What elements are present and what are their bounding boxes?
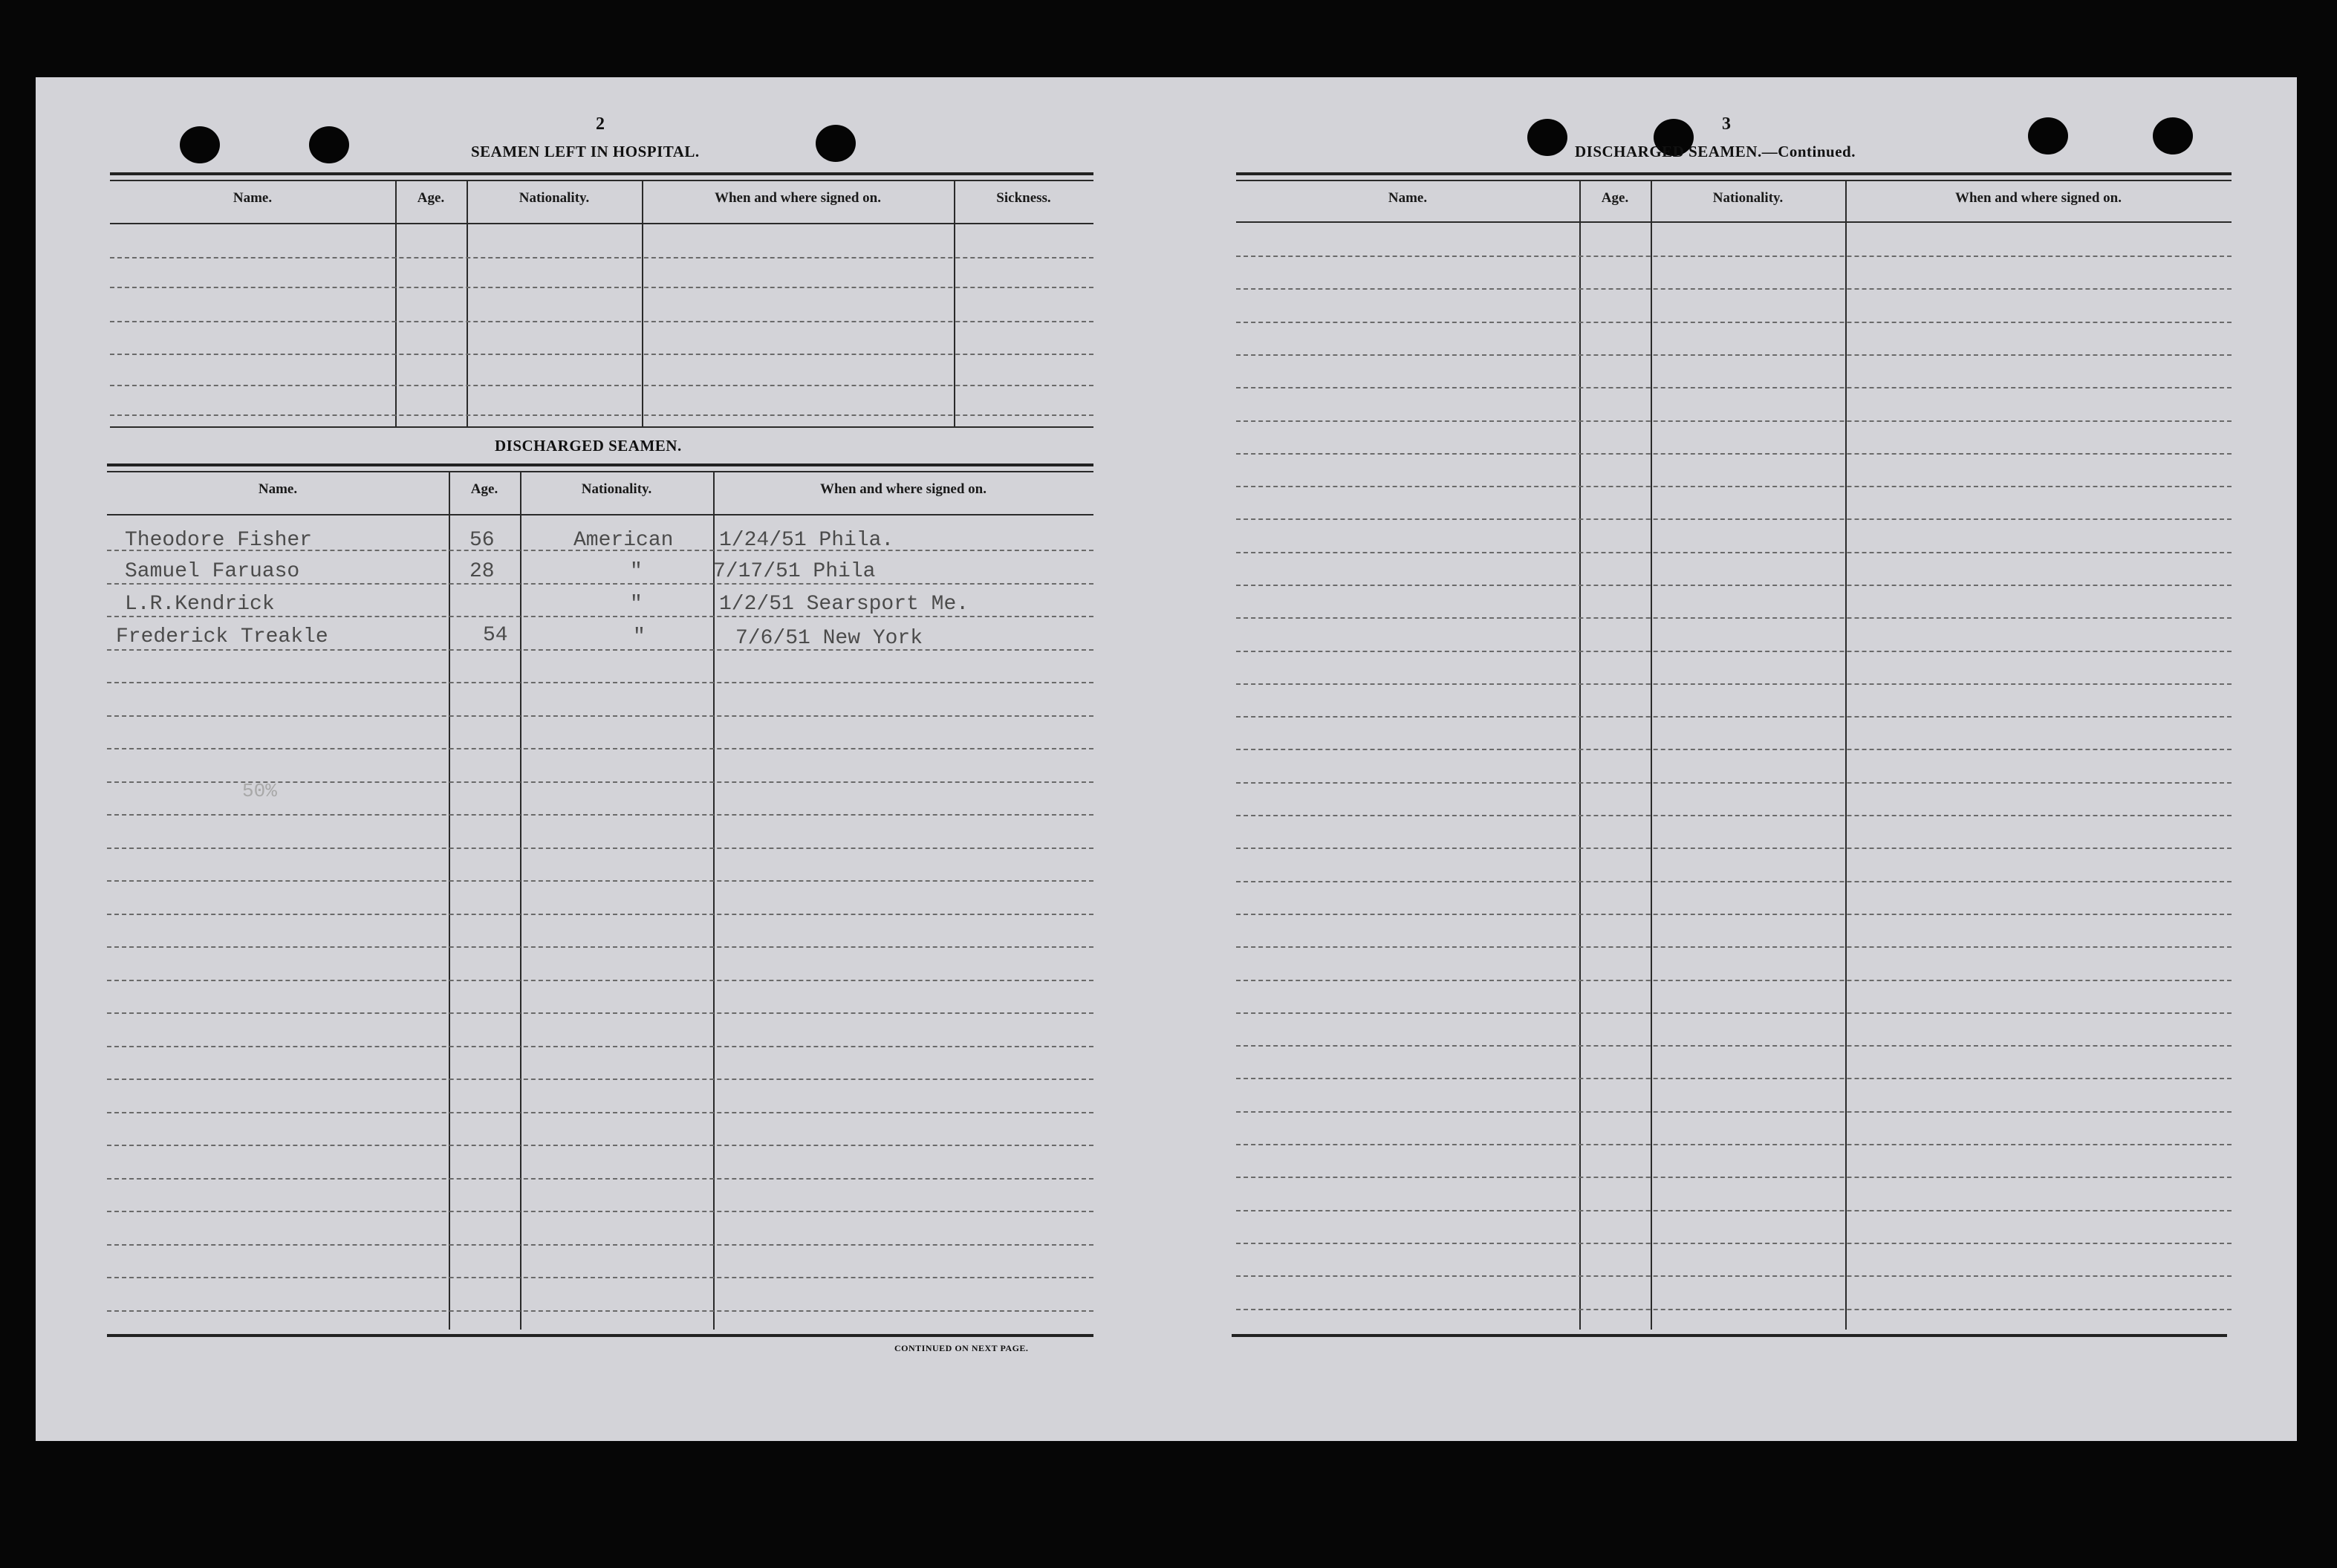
rule — [107, 463, 1093, 466]
hospital-col-signed-on: When and where signed on. — [714, 190, 881, 206]
row-line — [1236, 1045, 2232, 1047]
punch-hole — [2153, 117, 2193, 154]
seaman-signed-on: 7/6/51 New York — [735, 627, 923, 650]
discharged-section-title: DISCHARGED SEAMEN. — [495, 437, 682, 455]
seaman-age: 56 — [469, 529, 495, 552]
continued-section-title: DISCHARGED SEAMEN.—Continued. — [1575, 143, 1856, 160]
row-line — [107, 583, 1093, 585]
column-divider — [1845, 180, 1847, 1330]
row-line — [1236, 1111, 2232, 1113]
row-line — [110, 354, 1093, 355]
rule — [107, 1334, 1093, 1337]
row-line — [1236, 322, 2232, 323]
row-line — [1236, 518, 2232, 520]
seaman-signed-on: 7/17/51 Phila — [713, 560, 876, 583]
column-divider — [1651, 180, 1652, 1330]
row-line — [1236, 420, 2232, 422]
row-line — [1236, 980, 2232, 981]
row-line — [1236, 288, 2232, 290]
row-line — [107, 616, 1093, 617]
hospital-col-name: Name. — [233, 190, 273, 206]
row-line — [1236, 552, 2232, 553]
row-line — [110, 385, 1093, 386]
row-line — [1236, 354, 2232, 356]
row-line — [1236, 256, 2232, 257]
margin-mark: 50% — [242, 780, 277, 802]
column-divider — [713, 471, 715, 1330]
continued-col-signed-on: When and where signed on. — [1954, 190, 2122, 206]
seaman-nationality: American — [573, 529, 674, 552]
seaman-name: Frederick Treakle — [116, 625, 328, 648]
row-line — [1236, 782, 2232, 784]
row-line — [1236, 617, 2232, 619]
column-divider — [642, 180, 643, 426]
row-line — [1236, 749, 2232, 750]
hospital-section-title: SEAMEN LEFT IN HOSPITAL. — [471, 143, 700, 160]
row-line — [1236, 1078, 2232, 1079]
row-line — [1236, 651, 2232, 652]
row-line — [107, 748, 1093, 749]
row-line — [1236, 1309, 2232, 1310]
seaman-name: Theodore Fisher — [125, 529, 313, 552]
row-line — [1236, 486, 2232, 487]
row-line — [107, 946, 1093, 948]
page-number: 3 — [1722, 114, 1731, 134]
row-line — [1236, 1243, 2232, 1244]
row-line — [110, 414, 1093, 416]
rule — [110, 223, 1093, 224]
rule — [110, 180, 1093, 181]
rule — [110, 426, 1093, 428]
row-line — [107, 649, 1093, 651]
discharged-col-name: Name. — [258, 481, 298, 497]
row-line — [107, 1079, 1093, 1080]
seaman-nationality: " — [630, 593, 643, 616]
row-line — [1236, 683, 2232, 685]
row-line — [1236, 1210, 2232, 1211]
rule — [107, 514, 1093, 515]
row-line — [107, 1012, 1093, 1014]
row-line — [1236, 453, 2232, 455]
continued-footer: CONTINUED ON NEXT PAGE. — [894, 1343, 1029, 1353]
row-line — [110, 321, 1093, 322]
row-line — [1236, 1177, 2232, 1178]
seaman-nationality: " — [633, 625, 646, 648]
column-divider — [395, 180, 397, 426]
row-line — [110, 257, 1093, 258]
rule — [110, 172, 1093, 175]
column-divider — [520, 471, 521, 1330]
rule — [1236, 221, 2232, 223]
column-divider — [467, 180, 468, 426]
continued-col-nationality: Nationality. — [1712, 190, 1784, 206]
punch-hole — [1527, 119, 1567, 156]
row-line — [107, 1046, 1093, 1047]
row-line — [107, 914, 1093, 915]
rule — [1236, 180, 2232, 181]
row-line — [1236, 881, 2232, 882]
seaman-name: Samuel Faruaso — [125, 560, 300, 583]
row-line — [107, 1145, 1093, 1146]
seaman-signed-on: 1/24/51 Phila. — [719, 529, 894, 552]
row-line — [107, 682, 1093, 683]
punch-hole — [309, 126, 349, 163]
punch-hole — [2028, 117, 2068, 154]
hospital-col-sickness: Sickness. — [996, 190, 1051, 206]
row-line — [107, 1277, 1093, 1278]
discharged-col-nationality: Nationality. — [581, 481, 652, 497]
punch-hole — [816, 125, 856, 162]
column-divider — [954, 180, 955, 426]
row-line — [1236, 815, 2232, 816]
continued-col-name: Name. — [1388, 190, 1428, 206]
row-line — [107, 1112, 1093, 1113]
hospital-col-age: Age. — [417, 190, 445, 206]
row-line — [110, 287, 1093, 288]
continued-col-age: Age. — [1601, 190, 1629, 206]
punch-hole — [180, 126, 220, 163]
seaman-nationality: " — [630, 560, 643, 583]
discharged-col-age: Age. — [470, 481, 498, 497]
row-line — [1236, 848, 2232, 849]
row-line — [1236, 914, 2232, 915]
row-line — [1236, 1275, 2232, 1277]
form-sheet — [36, 77, 2297, 1441]
row-line — [1236, 1012, 2232, 1014]
seaman-age: 28 — [469, 560, 495, 583]
row-line — [107, 980, 1093, 981]
row-line — [107, 1310, 1093, 1312]
row-line — [107, 848, 1093, 849]
column-divider — [1579, 180, 1581, 1330]
row-line — [107, 814, 1093, 816]
row-line — [1236, 1144, 2232, 1145]
seaman-signed-on: 1/2/51 Searsport Me. — [719, 593, 969, 616]
row-line — [107, 1244, 1093, 1246]
hospital-col-nationality: Nationality. — [519, 190, 590, 206]
rule — [107, 471, 1093, 472]
seaman-age: 54 — [483, 624, 508, 647]
row-line — [107, 715, 1093, 717]
column-divider — [449, 471, 450, 1330]
page-number: 2 — [596, 114, 605, 134]
row-line — [1236, 585, 2232, 586]
row-line — [1236, 946, 2232, 948]
seaman-name: L.R.Kendrick — [125, 593, 275, 616]
rule — [1232, 1334, 2227, 1337]
discharged-col-signed-on: When and where signed on. — [819, 481, 987, 497]
row-line — [107, 880, 1093, 882]
rule — [1236, 172, 2232, 175]
row-line — [107, 1178, 1093, 1180]
row-line — [1236, 387, 2232, 388]
row-line — [1236, 716, 2232, 718]
row-line — [107, 1211, 1093, 1212]
